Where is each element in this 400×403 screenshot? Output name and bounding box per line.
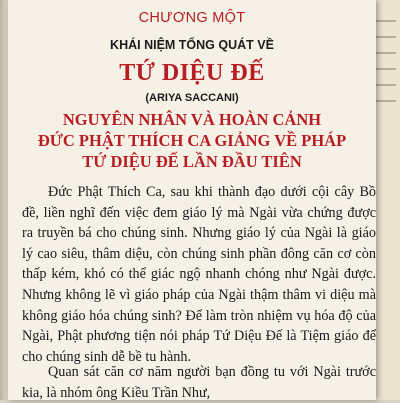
- chapter-subtitle: (ARIYA SACCANI): [145, 92, 239, 104]
- chapter-label: CHƯƠNG MỘT: [138, 10, 246, 26]
- chapter-concept: KHÁI NIỆM TỔNG QUÁT VỀ: [110, 38, 274, 52]
- section-heading-line: ĐỨC PHẬT THÍCH CA GIẢNG VỀ PHÁP: [37, 131, 347, 150]
- section-heading-line: TỨ DIỆU ĐẾ LẦN ĐẦU TIÊN: [82, 152, 302, 171]
- paragraph: Đức Phật Thích Ca, sau khi thành đạo dưới cội cây Bồ đề, liền nghĩ đến việc đem giáo lý mà Ngài vừa chứng được ra truyền bá cho chúng sinh. Nhưng giáo lý của Ngài là giáo lý cao siêu, thâm diệu, còn chúng sinh phần đông căn cơ còn thấp kém, khó có thể giác ngộ nhanh chóng như Ngài được. Nhưng không lẽ vì giáo pháp của Ngài thậm thâm vi diệu mà không giáo hóa chúng sinh? Để làm tròn nhiệm vụ hóa độ của Ngài, Phật phương tiện nói pháp Tứ Diệu Đế là Tiệm giáo để cho chúng sinh dễ bề tu hành.: [22, 184, 376, 365]
- chapter-title: TỨ DIỆU ĐẾ: [119, 60, 265, 86]
- paragraph: Quan sát căn cơ năm người bạn đồng tu với Ngài trước kia, là nhóm ông Kiều Trần Như,: [22, 364, 376, 401]
- book-page: [8, 0, 376, 400]
- body-text: [22, 362, 376, 403]
- body-text: [22, 182, 376, 367]
- section-heading-line: NGUYÊN NHÂN VÀ HOÀN CẢNH: [62, 110, 322, 129]
